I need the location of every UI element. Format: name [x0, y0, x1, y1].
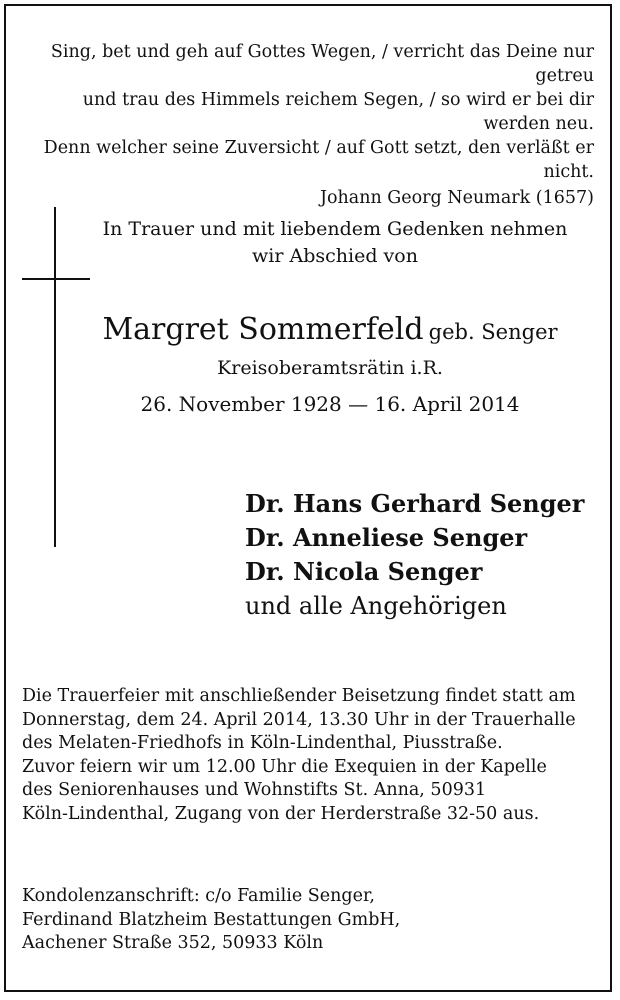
cross-vertical-bar — [54, 207, 56, 547]
poem — [14, 40, 594, 210]
condolence-line: Aachener Straße 352, 50933 Köln — [22, 933, 324, 953]
poem-line: Sing, bet und geh auf Gottes Wegen, / verricht das Deine nur getreu — [50, 42, 594, 86]
service-line: Die Trauerfeier mit anschließender Beisetzung findet statt am — [22, 686, 576, 706]
service-line: Zuvor feiern wir um 12.00 Uhr die Exequien in der Kapelle — [22, 756, 547, 777]
service-info — [22, 685, 576, 826]
deceased-name-line — [60, 312, 600, 347]
deceased-birth-name: geb. Senger — [428, 320, 558, 344]
poem-line: und trau des Himmels reichem Segen, / so wird er bei dir werden neu. — [82, 90, 594, 134]
deceased-title: Kreisoberamtsrätin i.R. — [217, 357, 443, 379]
poem-line: Denn welcher seine Zuversicht / auf Gott setzt, den verläßt er nicht. — [43, 138, 594, 182]
service-line: Donnerstag, dem 24. April 2014, 13.30 Uhr in der Trauerhalle — [22, 709, 576, 730]
cross-horizontal-bar — [22, 278, 90, 280]
intro-text — [70, 216, 600, 270]
deceased-name: Margret Sommerfeld — [102, 312, 424, 347]
intro-line: wir Abschied von — [252, 245, 418, 267]
mourners-list — [245, 487, 584, 623]
mourner: Dr. Hans Gerhard Senger — [245, 489, 585, 518]
condolence-address — [22, 885, 400, 956]
service-line: des Seniorenhauses und Wohnstifts St. Anna, 50931 — [22, 780, 487, 800]
deceased-dates: 26. November 1928 — 16. April 2014 — [140, 392, 520, 416]
mourner: und alle Angehörigen — [245, 592, 507, 620]
mourner: Dr. Anneliese Senger — [245, 523, 528, 552]
poem-author: Johann Georg Neumark (1657) — [319, 188, 594, 208]
condolence-line: Kondolenzanschrift: c/o Familie Senger, — [22, 886, 375, 906]
service-line: Köln-Lindenthal, Zugang von der Herderstraße 32-50 aus. — [22, 803, 540, 824]
mourner: Dr. Nicola Senger — [245, 557, 483, 586]
intro-line: In Trauer und mit liebendem Gedenken nehmen — [102, 218, 568, 240]
service-line: des Melaten-Friedhofs in Köln-Lindenthal, Piusstraße. — [22, 733, 503, 753]
condolence-line: Ferdinand Blatzheim Bestattungen GmbH, — [22, 909, 401, 930]
